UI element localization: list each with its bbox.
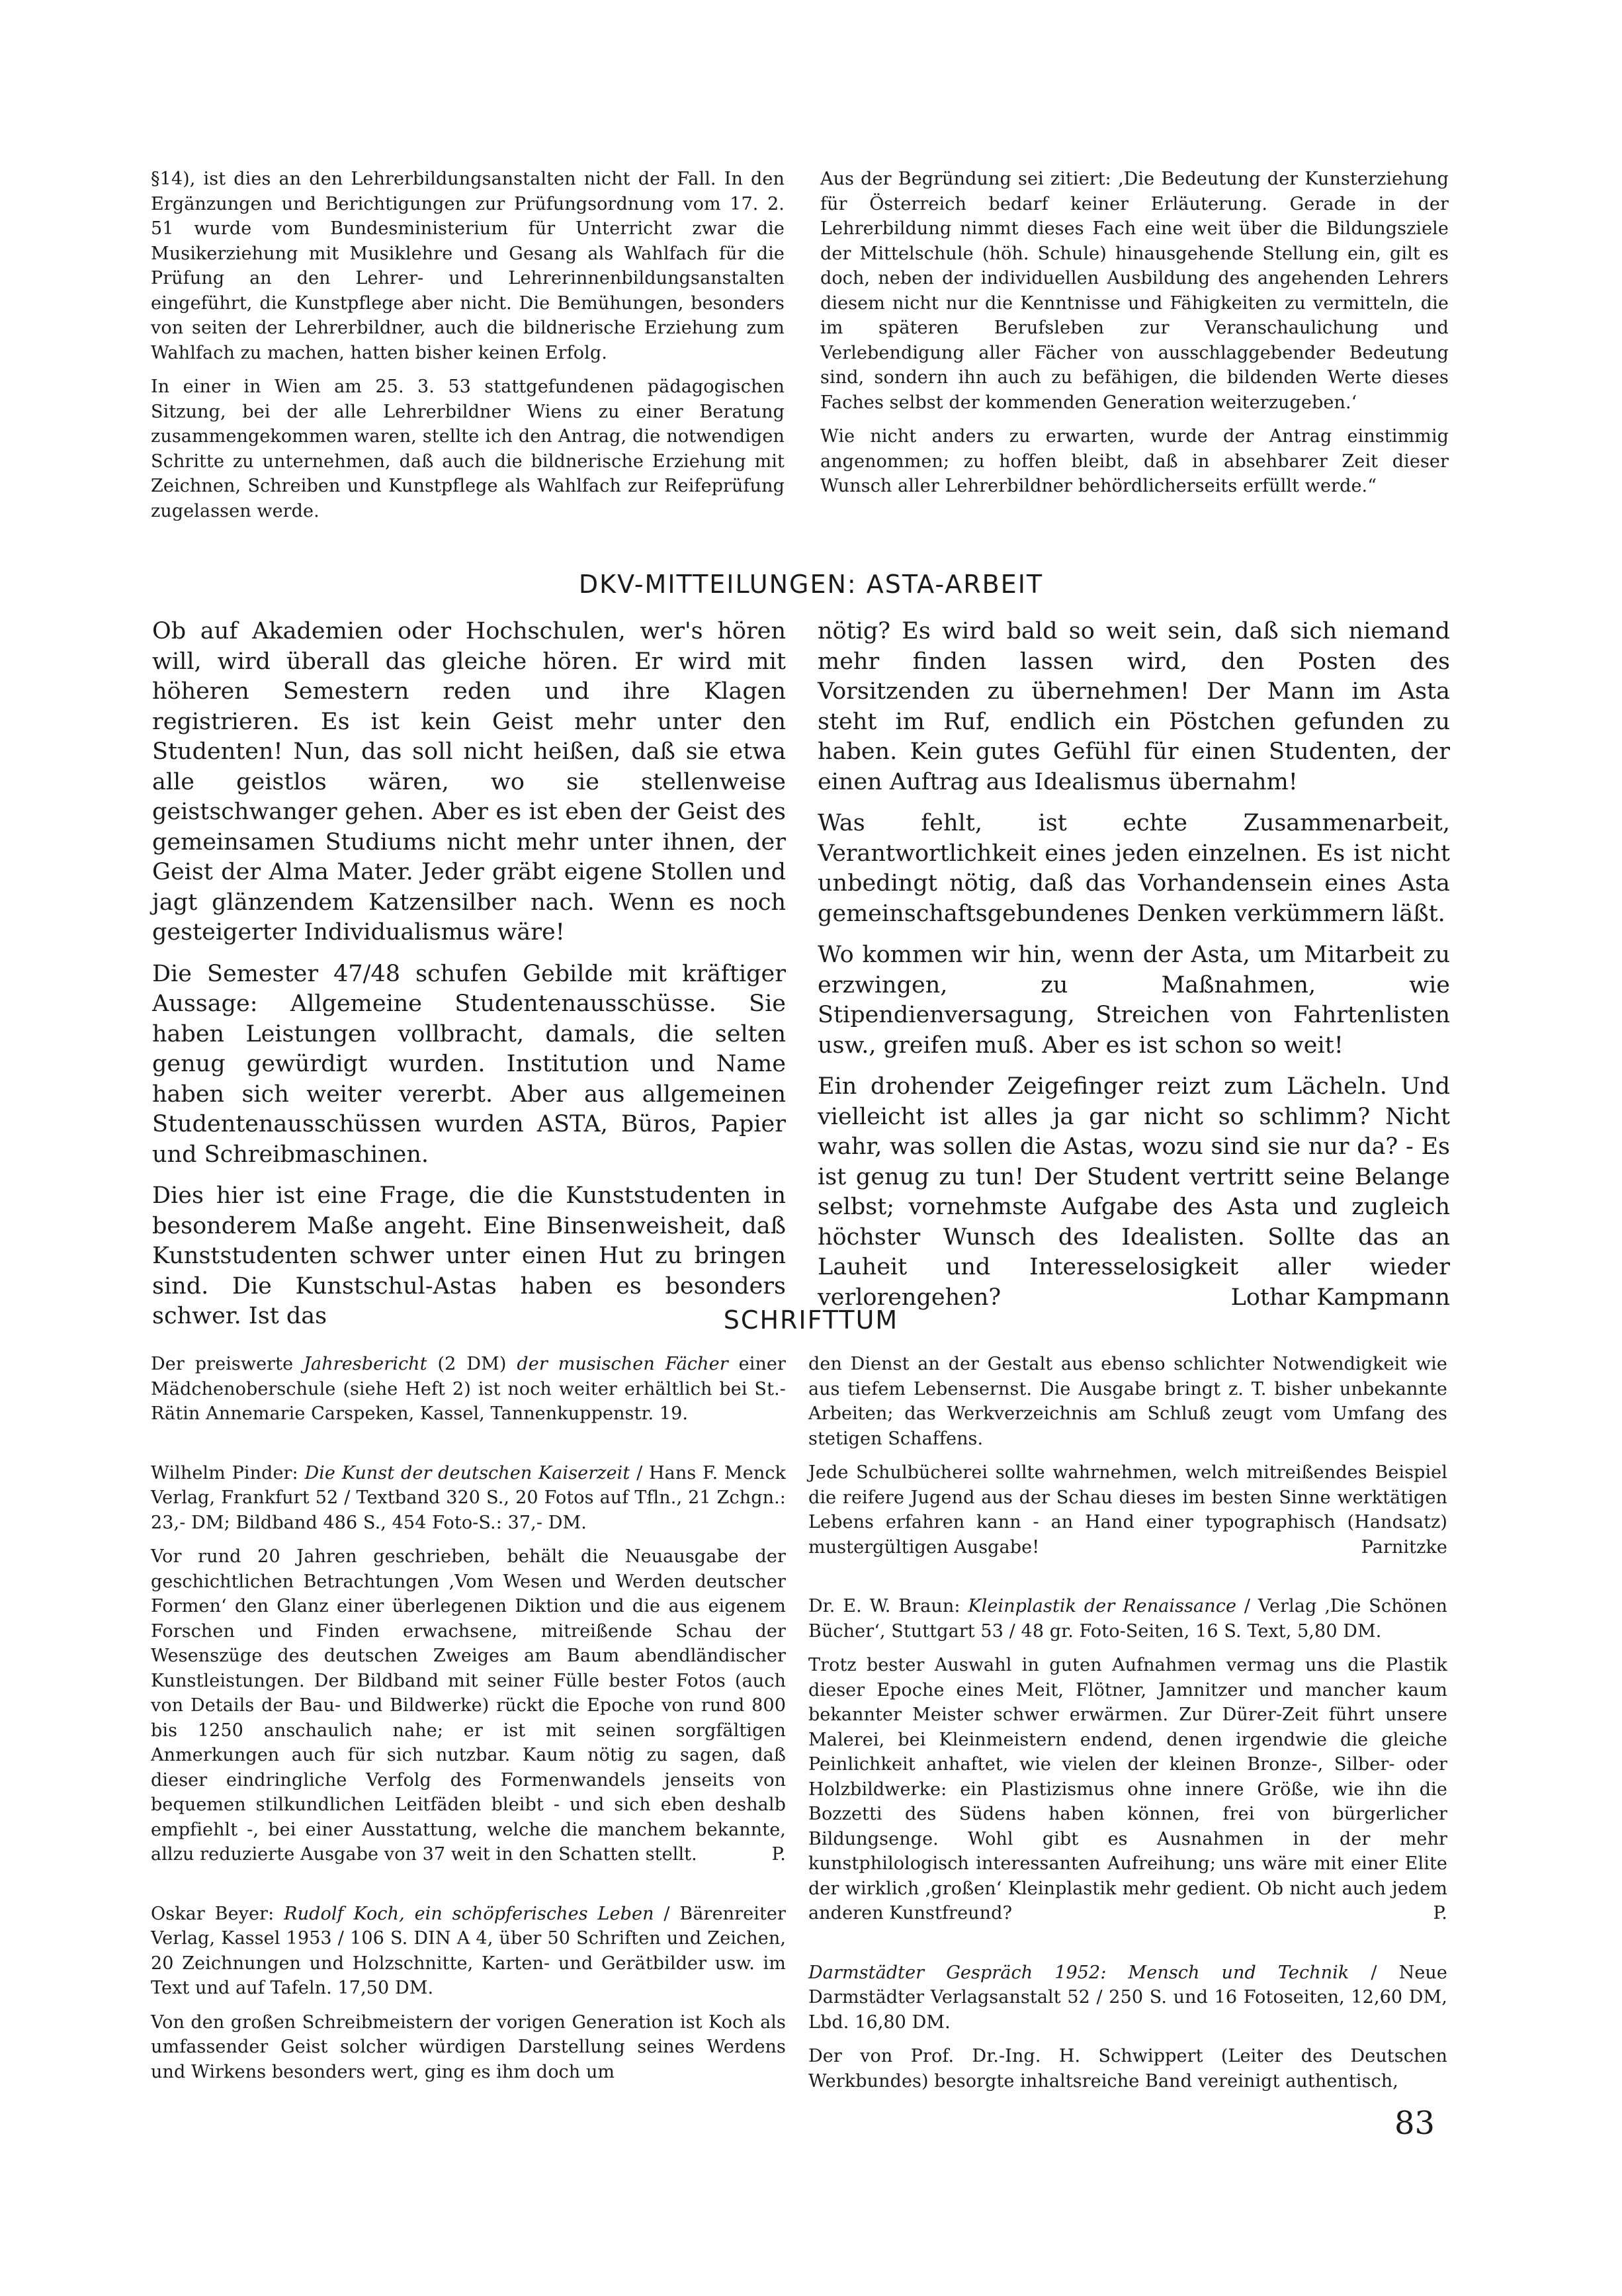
paragraph bbox=[818, 1072, 1450, 1313]
review-signature: P. bbox=[1433, 1903, 1447, 1923]
paragraph: Die Semester 47/48 schufen Gebilde mit kräftiger Aussage: Allgemeine Studentenausschüsse. Sie haben Leistungen vollbracht, damals, die selten genug gewürdigt wurden. Institution und Name haben sich weiter vererbt. Aber aus allgemeinen Studentenausschüssen wurden ASTA, Büros, Papier und Schreibmaschinen. bbox=[152, 960, 786, 1168]
schrifttum-left-column bbox=[151, 1352, 786, 2084]
book-entry-beyer: Oskar Beyer: Rudolf Koch, ein schöpferisches Leben / Bärenreiter Verlag, Kassel 1953 / 106 S. DIN A 4, über 50 Schriften und Zeichen, 20 Zeichnungen und Holzschnitte, Karten- und Gerätbilder usw. im Text und auf Tafeln. 17,50 DM. bbox=[151, 1903, 786, 1998]
book-review-beyer-continued: den Dienst an der Gestalt aus ebenso schlichter Notwendigkeit wie aus tiefem Lebensernst. Die Ausgabe bringt z. T. bisher unbekannte Arbeiten; das Werkverzeichnis am Schluß zeugt vom Umfang des stetigen Schaffens. bbox=[808, 1354, 1447, 1449]
review-signature: P. bbox=[771, 1844, 786, 1865]
book-title: Kleinplastik der Renaissance bbox=[968, 1596, 1237, 1616]
book-review-beyer-continued: Jede Schulbücherei sollte wahrnehmen, welch mitreißendes Beispiel die reifere Jugend aus der Schau dieses im besten Sinne werktätigen Lebens erfahren kann - an Hand einer typographisch (Handsatz) mustergültigen Ausgabe! Parnitzke bbox=[808, 1460, 1447, 1560]
paragraph: Wo kommen wir hin, wenn der Asta, um Mitarbeit zu erzwingen, zu Maßnahmen, wie Stipendienversagung, Streichen von Fahrtenlisten usw., greifen muß. Aber es ist schon so weit! bbox=[818, 942, 1450, 1059]
book-review-beyer: Von den großen Schreibmeistern der vorigen Generation ist Koch als umfassender Geist solcher würdigen Darstellung seines Werdens und Wirkens besonders wert, ging es ihm doch um bbox=[151, 2011, 786, 2082]
paragraph: Was fehlt, ist echte Zusammenarbeit, Verantwortlichkeit eines jeden einzelnen. Es ist nicht unbedingt nötig, daß das Vorhandensein eines Asta gemeinschaftsgebundenes Denken verkümmern läßt. bbox=[818, 810, 1450, 927]
top-right-column bbox=[820, 167, 1449, 499]
book-title: Die Kunst der deutschen Kaiserzeit bbox=[304, 1462, 630, 1483]
review-signature: Parnitzke bbox=[1361, 1536, 1447, 1558]
schrifttum-right-column bbox=[808, 1352, 1447, 2094]
page-number: 83 bbox=[1394, 2105, 1435, 2142]
paragraph-text: Ein drohender Zeigefinger reizt zum Lächeln. Und vielleicht ist alles ja gar nicht so schlimm? Nicht wahr, was sollen die Astas, wozu sind sie nur da? - Es ist genug zu tun! Der Student vertritt seine Belange selbst; vornehmste Aufgabe des Asta und zugleich höchster Wunsch des Idealisten. Sollte das an Lauheit und Interesselosigkeit aller wieder verlorengehen? bbox=[818, 1073, 1450, 1311]
top-left-column bbox=[151, 167, 785, 523]
dkv-right-column bbox=[818, 617, 1450, 1313]
book-review-darmstadt: Der von Prof. Dr.-Ing. H. Schwippert (Leiter des Deutschen Werkbundes) besorgte inhaltsreiche Band vereinigt authentisch, bbox=[808, 2046, 1447, 2092]
paragraph: Ob auf Akademien oder Hochschulen, wer's hören will, wird überall das gleiche hören. Er wird mit höheren Semestern reden und ihre Klagen registrieren. Es ist kein Geist mehr unter den Studenten! Nun, das soll nicht heißen, daß sie etwa alle geistlos wären, wo sie stellenweise geistschwanger gehen. Aber es ist eben der Geist des gemeinsamen Studiums nicht mehr unter ihnen, der Geist der Alma Mater. Jeder gräbt eigene Stollen und jagt glänzendem Katzensilber nach. Wenn es noch gesteigerter Individualismus wäre! bbox=[152, 618, 786, 946]
paragraph: In einer in Wien am 25. 3. 53 stattgefundenen pädagogischen Sitzung, bei der alle Lehrerbildner Wiens zu einer Beratung zusammengekommen waren, stellte ich den Antrag, die notwendigen Schritte zu unternehmen, daß auch die bildnerische Erziehung mit Zeichnen, Schreiben und Kunstpflege als Wahlfach zur Reifeprüfung zugelassen werde. bbox=[151, 376, 785, 521]
paragraph: Aus der Begründung sei zitiert: ‚Die Bedeutung der Kunsterziehung für Österreich bedarf keiner Erläuterung. Gerade in der Lehrerbildung nimmt dieses Fach eine weit über die Bildungsziele der Mittelschule (höh. Schule) hinausgehende Stellung ein, gilt es doch, neben der individuellen Ausbildung des angehenden Lehrers diesem nicht nur die Kenntnisse und Fähigkeiten zu vermitteln, die im späteren Berufsleben zur Veranschaulichung und Verlebendigung aller Fächer von ausschlaggebender Bedeutung sind, sondern ihn auch zu befähigen, die bildenden Werte dieses Faches selbst der kommenden Generation weiterzugeben.‘ bbox=[820, 169, 1449, 413]
book-entry-darmstadt: Darmstädter Gespräch 1952: Mensch und Technik / Neue Darmstädter Verlagsanstalt 52 / 250 S. und 16 Fotoseiten, 12,60 DM, Lbd. 16,80 DM. bbox=[808, 1962, 1448, 2033]
author-signature: Lothar Kampmann bbox=[1230, 1284, 1450, 1311]
paragraph: Wie nicht anders zu erwarten, wurde der Antrag einstimmig angenommen; zu hoffen bleibt, daß in absehbarer Zeit dieser Wunsch aller Lehrerbildner behördlicherseits erfüllt werde.“ bbox=[820, 426, 1449, 496]
paragraph: §14), ist dies an den Lehrerbildungsanstalten nicht der Fall. In den Ergänzungen und Berichtigungen zur Prüfungsordnung vom 17. 2. 51 wurde vom Bundesministerium für Unterricht zwar die Musikerziehung mit Musiklehre und Gesang als Wahlfach für die Prüfung an den Lehrer- und Lehrerinnenbildungsanstalten eingeführt, die Kunstpflege aber nicht. Die Bemühungen, besonders von seiten der Lehrerbildner, auch die bildnerische Erziehung zum Wahlfach zu machen, hatten bisher keinen Erfolg. bbox=[151, 169, 785, 363]
jahresbericht-note: Der preiswerte Jahresbericht (2 DM) der musischen Fächer einer Mädchenoberschule (siehe Heft 2) ist noch weiter erhältlich bei St.-Rätin Annemarie Carspeken, Kassel, Tannenkuppenstr. 19. bbox=[151, 1354, 787, 1424]
book-title: Rudolf Koch, ein schöpferisches Leben bbox=[284, 1903, 654, 1924]
section-heading-dkv: DKV-MITTEILUNGEN: ASTA-ARBEIT bbox=[578, 570, 1044, 599]
paragraph: nötig? Es wird bald so weit sein, daß sich niemand mehr finden lassen wird, den Posten des Vorsitzenden zu übernehmen! Der Mann im Asta steht im Ruf, endlich ein Pöstchen gefunden zu haben. Kein gutes Gefühl für einen Studenten, der einen Auftrag aus Idealismus übernahm! bbox=[818, 618, 1450, 795]
book-review-braun: Trotz bester Auswahl in guten Aufnahmen vermag uns die Plastik dieser Epoche eines Meit, Flötner, Jamnitzer und mancher kaum bekannter Meister schwer erwärmen. Zur Dürer-Zeit führt unsere Malerei, bei Kleinmeistern endend, denen irgendwie die gleiche Peinlichkeit anhaftet, wie vielen der kleinen Bronze-, Silber- oder Holzbildwerke: ein Plastizismus ohne innere Größe, wie ihn die Bozzetti des Südens haben können, frei von bürgerlicher Bildungsenge. Wohl gibt es Ausnahmen in der mehr kunstphilologisch interessanten Aufreihung; uns wäre mit einer Elite der wirklich ‚großen‘ Kleinplastik mehr gedient. Ob nicht auch jedem anderen Kunstfreund? P. bbox=[808, 1653, 1447, 1926]
book-review-pinder: Vor rund 20 Jahren geschrieben, behält die Neuausgabe der geschichtlichen Betrachtungen ‚Vom Wesen und Werden deutscher Formen‘ den Glanz einer überlegenen Diktion und die aus eigenem Forschen und Finden erwachsene, mitreißende Schau der Wesenszüge des deutschen Zweiges am Baum abendländischer Kunstleistungen. Der Bildband mit seiner Fülle bester Fotos (auch von Details der Bau- und Bildwerke) rückt die Epoche von rund 800 bis 1250 anschaulich nahe; er ist mit seinen sorgfältigen Anmerkungen auch für sich nutzbar. Kaum nötig zu sagen, daß dieser eindringliche Verfolg des Formenwandels jenseits von bequemen stilkundlichen Leitfäden bleibt - und sich eben deshalb empfiehlt -, bei einer Ausstattung, welche die manchem bekannte, allzu reduzierte Ausgabe von 37 weit in den Schatten stellt. P. bbox=[151, 1544, 786, 1867]
book-entry-braun: Dr. E. W. Braun: Kleinplastik der Renaissance / Verlag ‚Die Schönen Bücher‘, Stuttgart 53 / 48 gr. Foto-Seiten, 16 S. Text, 5,80 DM. bbox=[808, 1596, 1448, 1642]
section-heading-schrifttum: SCHRIFTTUM bbox=[723, 1305, 899, 1335]
dkv-left-column bbox=[152, 617, 786, 1332]
book-entry-pinder: Wilhelm Pinder: Die Kunst der deutschen Kaiserzeit / Hans F. Menck Verlag, Frankfurt 52 / Textband 320 S., 20 Fotos auf Tfln., 21 Zchgn.: 23,- DM; Bildband 486 S., 454 Foto-S.: 37,- DM. bbox=[151, 1462, 786, 1533]
book-title: Darmstädter Gespräch 1952: Mensch und Technik bbox=[808, 1962, 1349, 1983]
paragraph: Dies hier ist eine Frage, die die Kunststudenten in besonderem Maße angeht. Eine Binsenweisheit, daß Kunststudenten schwer unter einen Hut zu bringen sind. Die Kunstschul-Astas haben es besonders schwer. Ist das bbox=[152, 1182, 786, 1329]
